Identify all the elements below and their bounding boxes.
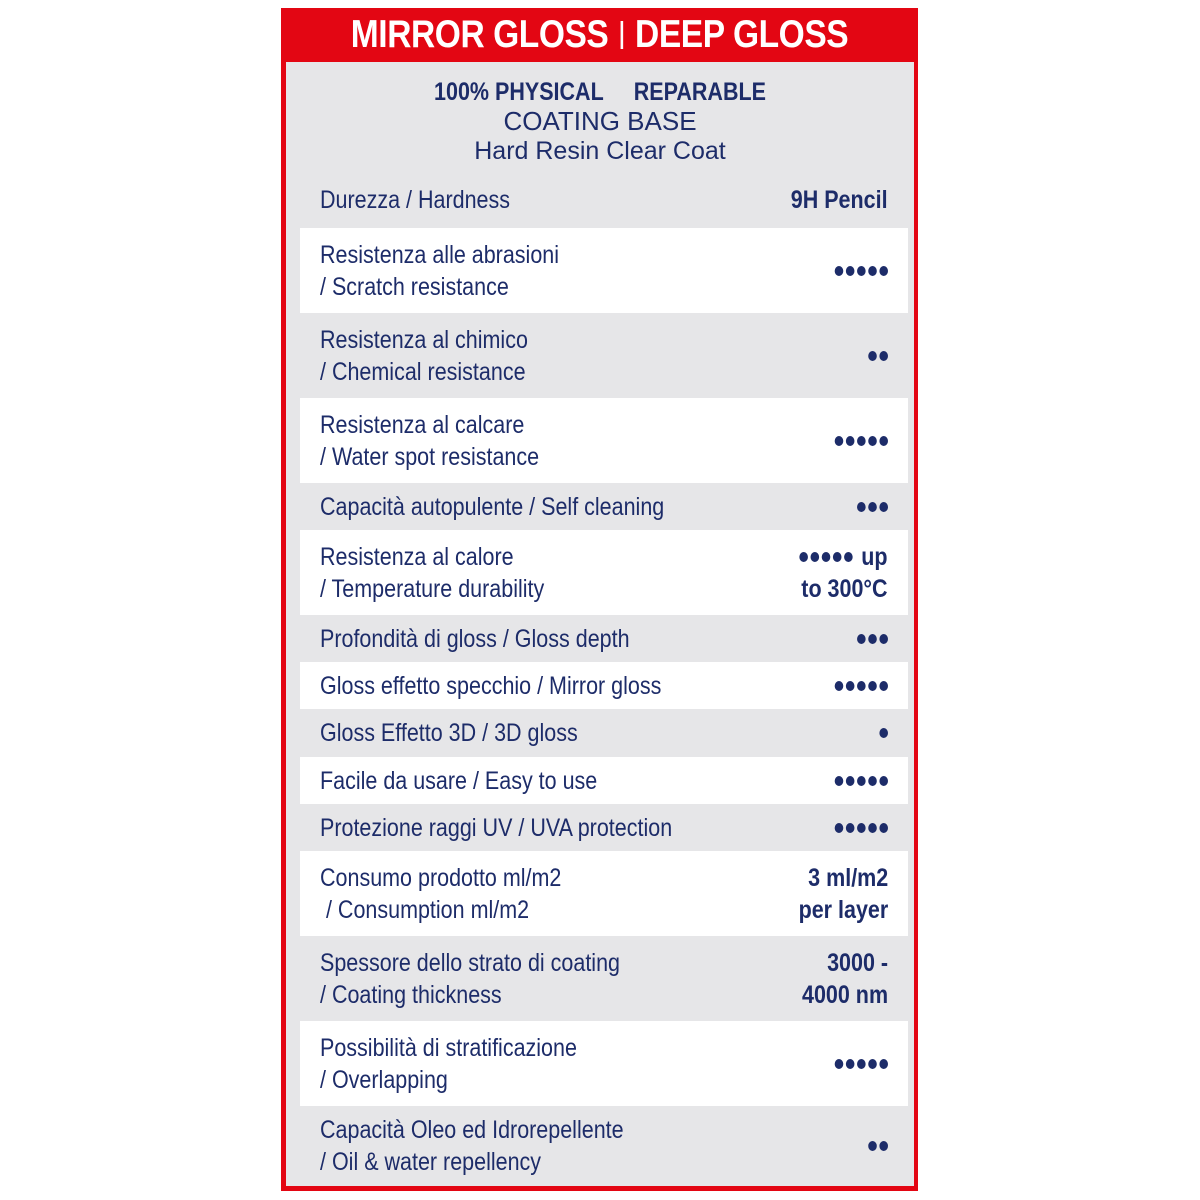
spec-label: Durezza / Hardness bbox=[320, 186, 511, 214]
rating-dot bbox=[868, 1141, 877, 1151]
spec-row bbox=[300, 615, 908, 662]
spec-row bbox=[300, 757, 908, 804]
spec-row bbox=[300, 530, 908, 615]
rating-dot bbox=[879, 728, 888, 738]
spec-value bbox=[879, 709, 888, 757]
spec-row bbox=[300, 804, 908, 851]
spec-row bbox=[300, 1021, 908, 1106]
rating-dots bbox=[857, 634, 888, 644]
spec-row bbox=[300, 1106, 908, 1186]
coating-tags bbox=[330, 78, 870, 107]
rating-dot bbox=[868, 436, 877, 446]
tag-physical: 100% PHYSICAL bbox=[434, 78, 604, 106]
rating-dot bbox=[835, 266, 844, 276]
card-title bbox=[326, 8, 874, 62]
rating-dot bbox=[879, 1059, 888, 1069]
spec-label: Gloss effetto specchio / Mirror gloss bbox=[320, 671, 662, 700]
spec-label: Capacità Oleo ed Idrorepellente / Oil & water repellency bbox=[320, 1116, 624, 1176]
spec-row bbox=[300, 228, 908, 313]
rating-dot bbox=[857, 823, 866, 833]
rating-dot bbox=[879, 823, 888, 833]
spec-row bbox=[300, 709, 908, 757]
coating-base: COATING BASE bbox=[503, 106, 697, 136]
rating-dots bbox=[835, 681, 888, 691]
rating-dot bbox=[857, 502, 866, 512]
title-mirror-gloss: MIRROR GLOSS bbox=[350, 13, 609, 56]
spec-value bbox=[835, 757, 888, 804]
spec-value: 3 ml/m2 per layer bbox=[798, 863, 888, 924]
spec-label: Facile da usare / Easy to use bbox=[320, 766, 598, 795]
title-deep-gloss: DEEP GLOSS bbox=[635, 13, 849, 56]
rating-dot bbox=[835, 436, 844, 446]
spec-value bbox=[835, 398, 888, 483]
rating-dots bbox=[879, 728, 888, 738]
spec-row bbox=[300, 851, 908, 936]
rating-dots bbox=[857, 502, 888, 512]
rating-dots bbox=[800, 552, 853, 562]
rating-dots bbox=[835, 1059, 888, 1069]
spec-label: Resistenza al calore / Temperature durability bbox=[320, 542, 545, 603]
spec-value bbox=[835, 1021, 888, 1106]
rating-dot bbox=[846, 823, 855, 833]
rating-dots bbox=[835, 823, 888, 833]
spec-value bbox=[857, 483, 888, 530]
spec-label: Resistenza al chimico / Chemical resistance bbox=[320, 325, 528, 386]
rating-dot bbox=[857, 1059, 866, 1069]
rating-dot bbox=[868, 351, 877, 361]
spec-label: Possibilità di stratificazione / Overlapping bbox=[320, 1033, 577, 1094]
spec-row bbox=[300, 172, 908, 228]
rating-dot bbox=[868, 823, 877, 833]
rating-dot bbox=[879, 266, 888, 276]
spec-label: Consumo prodotto ml/m2 / Consumption ml/m2 bbox=[320, 863, 562, 924]
rating-dots bbox=[868, 351, 888, 361]
rating-dot bbox=[857, 681, 866, 691]
spec-value: 3000 - 4000 nm bbox=[801, 948, 888, 1009]
rating-dots bbox=[868, 1141, 888, 1151]
rating-dot bbox=[833, 552, 842, 562]
tag-reparable: REPARABLE bbox=[633, 78, 766, 106]
spec-row bbox=[300, 662, 908, 709]
rating-dots bbox=[835, 776, 888, 786]
rating-dot bbox=[879, 436, 888, 446]
rating-dot bbox=[868, 502, 877, 512]
rating-dots bbox=[835, 266, 888, 276]
rating-dot bbox=[835, 823, 844, 833]
rating-dot bbox=[811, 552, 820, 562]
rating-dot bbox=[857, 634, 866, 644]
spec-value: up to 300°C bbox=[801, 542, 888, 603]
spec-value bbox=[835, 228, 888, 313]
rating-dot bbox=[846, 266, 855, 276]
rating-dot bbox=[857, 266, 866, 276]
spec-value bbox=[835, 662, 888, 709]
rating-dot bbox=[879, 634, 888, 644]
spec-value: 9H Pencil bbox=[791, 186, 888, 214]
spec-row bbox=[300, 398, 908, 483]
rating-dot bbox=[835, 681, 844, 691]
rating-dot bbox=[879, 502, 888, 512]
rating-dots bbox=[835, 436, 888, 446]
spec-label: Capacità autopulente / Self cleaning bbox=[320, 492, 665, 521]
rating-dot bbox=[835, 776, 844, 786]
rating-dot bbox=[835, 1059, 844, 1069]
rating-dot bbox=[879, 776, 888, 786]
spec-label: Protezione raggi UV / UVA protection bbox=[320, 813, 673, 842]
spec-label: Spessore dello strato di coating / Coating thickness bbox=[320, 948, 620, 1009]
spec-label: Profondità di gloss / Gloss depth bbox=[320, 624, 630, 653]
spec-value bbox=[868, 313, 888, 398]
rating-dot bbox=[846, 436, 855, 446]
spec-value bbox=[868, 1106, 888, 1186]
rating-dot bbox=[846, 776, 855, 786]
spec-panel bbox=[286, 62, 914, 1186]
rating-dot bbox=[822, 552, 831, 562]
rating-dot bbox=[879, 681, 888, 691]
rating-dot bbox=[846, 681, 855, 691]
spec-value bbox=[857, 615, 888, 662]
spec-value bbox=[835, 804, 888, 851]
spec-label: Resistenza al calcare / Water spot resistance bbox=[320, 410, 540, 471]
spec-row bbox=[300, 936, 908, 1021]
rating-dot bbox=[857, 776, 866, 786]
rating-dot bbox=[846, 1059, 855, 1069]
spec-card bbox=[281, 8, 918, 1191]
rating-dot bbox=[868, 1059, 877, 1069]
rating-dot bbox=[879, 351, 888, 361]
spec-row bbox=[300, 313, 908, 398]
rating-dot bbox=[800, 552, 809, 562]
rating-dot bbox=[868, 681, 877, 691]
rating-dot bbox=[845, 552, 854, 562]
spec-label: Resistenza alle abrasioni / Scratch resistance bbox=[320, 240, 560, 301]
rating-dot bbox=[868, 776, 877, 786]
coating-subtitle: Hard Resin Clear Coat bbox=[474, 137, 726, 165]
rating-dot bbox=[868, 266, 877, 276]
spec-label: Gloss Effetto 3D / 3D gloss bbox=[320, 719, 578, 747]
rating-dot bbox=[868, 634, 877, 644]
spec-row bbox=[300, 483, 908, 530]
title-separator bbox=[620, 21, 623, 49]
rating-dot bbox=[857, 436, 866, 446]
rating-dot bbox=[879, 1141, 888, 1151]
